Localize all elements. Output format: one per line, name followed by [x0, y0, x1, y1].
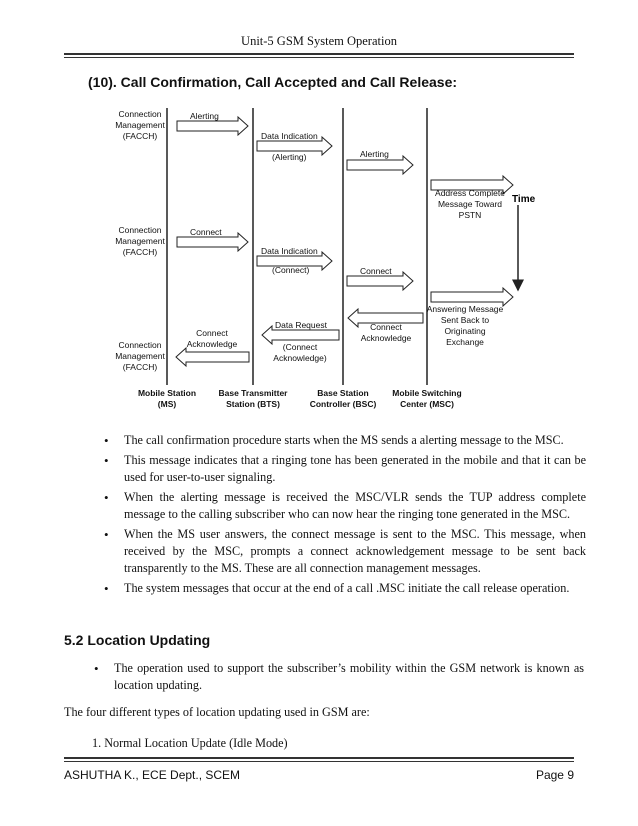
address-note-line2: Message Toward: [437, 199, 503, 209]
footer-rule-thin: [64, 761, 574, 762]
node-bts-line2: Station (BTS): [226, 399, 280, 409]
arrow-data-ind-2-sub: (Connect): [272, 265, 310, 275]
node-msc-line2: Center (MSC): [400, 399, 454, 409]
node-bsc-line2: Controller (BSC): [309, 399, 377, 409]
connect-ack-left-line2: Acknowledge: [186, 339, 238, 349]
footer-rule: [64, 757, 574, 759]
bullet-list: [94, 432, 586, 600]
header-rule: [64, 53, 574, 55]
page-header: Unit-5 GSM System Operation: [241, 34, 397, 48]
answering-note-line1: Answering Message: [426, 304, 504, 314]
left-label-2-line1: Connection: [118, 225, 162, 235]
arrow-data-ind-2-label: Data Indication: [261, 246, 318, 256]
data-req-sub-line1: (Connect: [282, 342, 318, 352]
answering-note-line4: Exchange: [446, 337, 484, 347]
arrow-data-ind-1-label: Data Indication: [261, 131, 318, 141]
bullet-list-2: [84, 660, 584, 694]
section-title: (10). Call Confirmation, Call Accepted and Call Release:: [88, 74, 458, 90]
arrow-alerting-1-label: Alerting: [190, 111, 219, 121]
node-msc-line1: Mobile Switching: [392, 388, 462, 398]
call-flow-diagram: [0, 95, 638, 420]
node-bts-line1: Base Transmitter: [218, 388, 288, 398]
time-label: Time: [512, 194, 536, 205]
answering-note-line2: Sent Back to: [440, 315, 490, 325]
left-label-1-line3: (FACCH): [122, 131, 158, 141]
address-note-line3: PSTN: [458, 210, 482, 220]
connect-ack-left-line1: Connect: [196, 328, 228, 338]
arrow-data-req-label: Data Request: [275, 320, 327, 330]
arrow-data-ind-1-sub: (Alerting): [272, 152, 307, 162]
connect-ack-mid-line1: Connect: [370, 322, 402, 332]
list-item: • When the alerting message is received the MSC/VLR sends the TUP address complete message to the calling subscriber who can now hear the ringing tone generated in the MSC.: [94, 489, 586, 523]
page-number: Page 9: [535, 768, 574, 782]
list-item: • The system messages that occur at the end of a call .MSC initiate the call release operation.: [94, 580, 586, 597]
left-label-1-line1: Connection: [118, 109, 162, 119]
left-label-2-line3: (FACCH): [122, 247, 158, 257]
section-heading: 5.2 Location Updating: [64, 632, 211, 648]
footer-author: ASHUTHA K., ECE Dept., SCEM: [64, 768, 241, 782]
list-item: • The operation used to support the subscriber’s mobility within the GSM network is known as location updating.: [84, 660, 584, 694]
left-label-3-line1: Connection: [118, 340, 162, 350]
node-bsc-line1: Base Station: [317, 388, 369, 398]
arrow-connect-2-label: Connect: [360, 266, 392, 276]
connect-ack-mid-line2: Acknowledge: [360, 333, 412, 343]
node-ms-line1: Mobile Station: [137, 388, 197, 398]
left-label-3-line3: (FACCH): [122, 362, 158, 372]
data-req-sub-line2: Acknowledge): [273, 353, 327, 363]
address-note-line1: Address Complete: [435, 188, 505, 198]
paragraph: The four different types of location updating used in GSM are:: [64, 705, 370, 719]
arrow-alerting-2-label: Alerting: [360, 149, 389, 159]
left-label-2-line2: Management: [115, 236, 165, 246]
header-rule-thin: [64, 57, 574, 58]
list-item: • The call confirmation procedure starts when the MS sends a alerting message to the MSC.: [94, 432, 586, 449]
arrow-connect-1-label: Connect: [190, 227, 222, 237]
left-label-3-line2: Management: [115, 351, 165, 361]
left-label-1-line2: Management: [115, 120, 165, 130]
arrow-connect-ack-left: [176, 348, 249, 366]
list-item: • This message indicates that a ringing tone has been generated in the mobile and that it can be used for user-to-user signaling.: [94, 452, 586, 486]
list-item: • When the MS user answers, the connect message is sent to the MSC. This message, when received by the MSC, prompts a connect acknowledgement message to be sent back transparently to the MS. These are all connection management messages.: [94, 526, 586, 577]
node-ms-line2: (MS): [157, 399, 177, 409]
numbered-item: 1. Normal Location Update (Idle Mode): [92, 736, 288, 750]
answering-note-line3: Originating: [444, 326, 486, 336]
